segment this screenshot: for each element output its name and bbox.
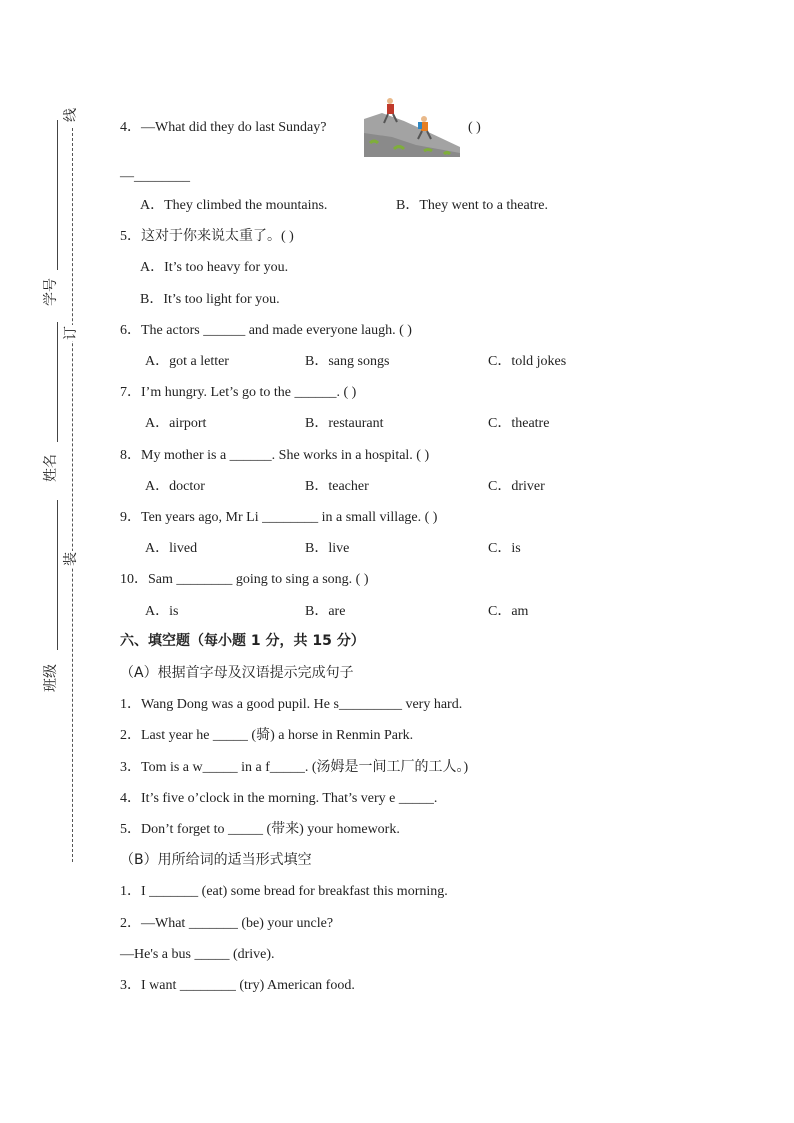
- bind-char-xian: 线: [64, 108, 79, 122]
- part-b-item-2: 2．—What _______ (be) your uncle?: [120, 916, 334, 931]
- bind-char-zhuang: 装: [64, 552, 79, 566]
- question-4-answer-line: —________: [120, 169, 190, 184]
- question-4-paren: ( ): [468, 120, 481, 135]
- class-label: 班级: [44, 664, 59, 692]
- question-7: 7．I’m hungry. Let’s go to the ______. ( ): [120, 385, 357, 400]
- part-b-item-1: 1．I _______ (eat) some bread for breakfast this morning.: [120, 884, 448, 899]
- question-10-option-a: A．is: [145, 604, 179, 619]
- question-5-option-a: A．It’s too heavy for you.: [140, 260, 289, 275]
- mountain-climbing-illustration: [364, 97, 460, 157]
- question-6-option-a: A．got a letter: [145, 354, 229, 369]
- question-8-option-a: A．doctor: [145, 479, 205, 494]
- question-6-option-b: B．sang songs: [305, 354, 390, 369]
- question-4-option-a: A．They climbed the mountains.: [140, 198, 328, 213]
- question-6: 6．The actors ______ and made everyone laugh. ( ): [120, 323, 412, 338]
- part-a-item-1: 1．Wang Dong was a good pupil. He s_________ very hard.: [120, 697, 463, 712]
- part-b-item-3: 3．I want ________ (try) American food.: [120, 978, 355, 993]
- part-a-item-5: 5．Don’t forget to _____ (带来) your homework.: [120, 822, 400, 837]
- question-8: 8．My mother is a ______. She works in a hospital. ( ): [120, 448, 430, 463]
- question-10: 10．Sam ________ going to sing a song. ( ): [120, 572, 369, 587]
- question-4-option-b: B．They went to a theatre.: [396, 198, 549, 213]
- class-line: [57, 500, 58, 650]
- section-6-title: 六、填空题（每小题 1 分，共 15 分）: [120, 633, 365, 649]
- part-a-item-4: 4．It’s five o’clock in the morning. That’s very e _____.: [120, 791, 438, 806]
- question-7-option-c: C．theatre: [488, 416, 550, 431]
- question-5-option-b: B．It’s too light for you.: [140, 292, 280, 307]
- bind-char-ding: 订: [64, 326, 79, 340]
- part-a-title: （A）根据首字母及汉语提示完成句子: [120, 665, 354, 681]
- question-7-option-b: B．restaurant: [305, 416, 384, 431]
- name-line: [57, 322, 58, 442]
- question-5: 5．这对于你来说太重了。( ): [120, 229, 294, 244]
- student-id-line: [57, 120, 58, 270]
- question-8-option-b: B．teacher: [305, 479, 369, 494]
- part-a-item-2: 2．Last year he _____ (骑) a horse in Renmin Park.: [120, 728, 414, 743]
- name-label: 姓名: [44, 454, 59, 482]
- question-10-option-c: C．am: [488, 604, 529, 619]
- part-a-item-3: 3．Tom is a w_____ in a f_____. (汤姆是一间工厂的工人。): [120, 760, 469, 775]
- question-7-option-a: A．airport: [145, 416, 207, 431]
- part-b-title: （B）用所给词的适当形式填空: [120, 852, 312, 868]
- part-b-item-2-answer: —He's a bus _____ (drive).: [120, 947, 275, 962]
- question-8-option-c: C．driver: [488, 479, 545, 494]
- binding-dashed-line: [72, 128, 73, 862]
- question-4: 4．—What did they do last Sunday?: [120, 120, 327, 135]
- question-9-option-b: B．live: [305, 541, 350, 556]
- question-6-option-c: C．told jokes: [488, 354, 567, 369]
- question-9-option-a: A．lived: [145, 541, 198, 556]
- question-10-option-b: B．are: [305, 604, 346, 619]
- question-9-option-c: C．is: [488, 541, 521, 556]
- student-id-label: 学号: [44, 278, 59, 306]
- question-9: 9．Ten years ago, Mr Li ________ in a small village. ( ): [120, 510, 438, 525]
